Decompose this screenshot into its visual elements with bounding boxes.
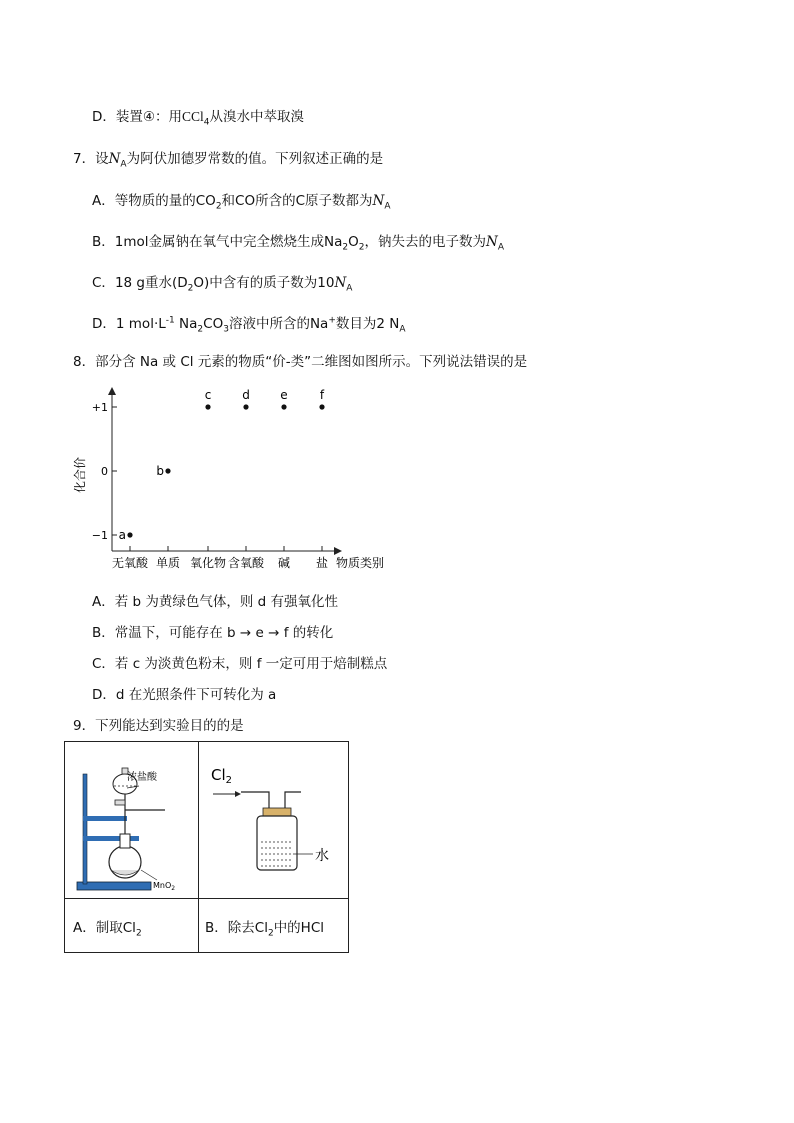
- point-label-b: b: [156, 464, 164, 478]
- point-label-c: c: [204, 388, 212, 402]
- chlorine-generator-apparatus: [69, 746, 195, 896]
- q8-option-a: A．若 b 为黄绿色气体，则 d 有强氧化性: [92, 594, 339, 610]
- flask-label: MnO$_2$: [153, 881, 176, 892]
- q8-option-c: C．若 c 为淡黄色粉末，则 f 一定可用于焙制糕点: [92, 656, 388, 672]
- q8-stem: 8．部分含 Na 或 Cl 元素的物质“价-类”二维图如图所示。下列说法错误的是: [73, 354, 528, 370]
- y-tick-label: −1: [91, 529, 108, 542]
- table-divider-horizontal: [65, 898, 348, 899]
- point-label-d: d: [242, 388, 250, 402]
- water-label: 水: [315, 848, 329, 864]
- x-axis-arrow: [334, 547, 342, 555]
- flask-clamp: [83, 836, 139, 841]
- data-point-e: [281, 404, 286, 409]
- stand-base: [77, 882, 151, 890]
- q9-option-a: A．制取$Cl_2$: [73, 920, 142, 939]
- q6-option-d: D．装置④：用CCl$_4$从溴水中萃取溴: [92, 109, 304, 128]
- x-tick-label: 盐: [315, 556, 329, 570]
- funnel-label: 浓盐酸: [127, 772, 157, 783]
- water-fill: [259, 838, 295, 868]
- q7-option-b: B．1mol金属钠在氧气中完全燃烧生成$Na_2O_2$，钠失去的电子数为$N_A$: [92, 234, 504, 253]
- funnel-clamp: [83, 816, 127, 821]
- gas-washing-bottle-apparatus: [205, 746, 345, 896]
- y-tick-label: 0: [101, 465, 108, 478]
- q9-option-b: B．除去$Cl_2$中的HCl: [205, 920, 325, 939]
- x-axis-label: 物质类别: [336, 556, 385, 570]
- point-label-f: f: [319, 388, 325, 402]
- x-tick-label: 含氧酸: [227, 556, 265, 570]
- y-axis-arrow: [108, 387, 116, 395]
- data-point-a: [127, 532, 132, 537]
- x-tick-label: 单质: [155, 556, 181, 570]
- q8-option-b: B．常温下，可能存在 b → e → f 的转化: [92, 625, 334, 641]
- point-label-e: e: [280, 388, 288, 402]
- data-point-c: [205, 404, 210, 409]
- table-divider-vertical: [198, 742, 199, 952]
- q7-stem: 7．设$N_A$为阿伏加德罗常数的值。下列叙述正确的是: [73, 151, 384, 170]
- stand-rod: [83, 774, 87, 884]
- point-label-a: a: [118, 528, 126, 542]
- q7-option-a: A．等物质的量的$CO_2$和CO所含的C原子数都为$N_A$: [92, 193, 391, 212]
- data-point-d: [243, 404, 248, 409]
- y-tick-label: +1: [91, 401, 108, 414]
- y-axis-label: 化合价: [73, 456, 87, 494]
- stopcock: [115, 800, 125, 805]
- q9-table: [64, 741, 349, 953]
- q9-stem: 9．下列能达到实验目的的是: [73, 718, 244, 734]
- bottle-stopper: [263, 808, 291, 816]
- q7-option-d: D．1 $mol\cdot L^{-1}$ $Na_2CO_3$溶液中所含的Na+数目为2 $N_A$: [92, 315, 406, 335]
- q7-option-c: C．18 g重水$(D_2O)$中含有的质子数为$10N_A$: [92, 275, 353, 294]
- x-tick-label: 碱: [277, 556, 291, 570]
- x-tick-label: 氧化物: [189, 556, 227, 570]
- x-tick-label: 无氧酸: [111, 556, 149, 570]
- data-point-b: [165, 468, 170, 473]
- data-point-f: [319, 404, 324, 409]
- gas-label: $Cl_2$: [211, 766, 233, 786]
- valence-category-chart: [70, 385, 410, 575]
- q8-option-d: D．d 在光照条件下可转化为 a: [92, 687, 277, 703]
